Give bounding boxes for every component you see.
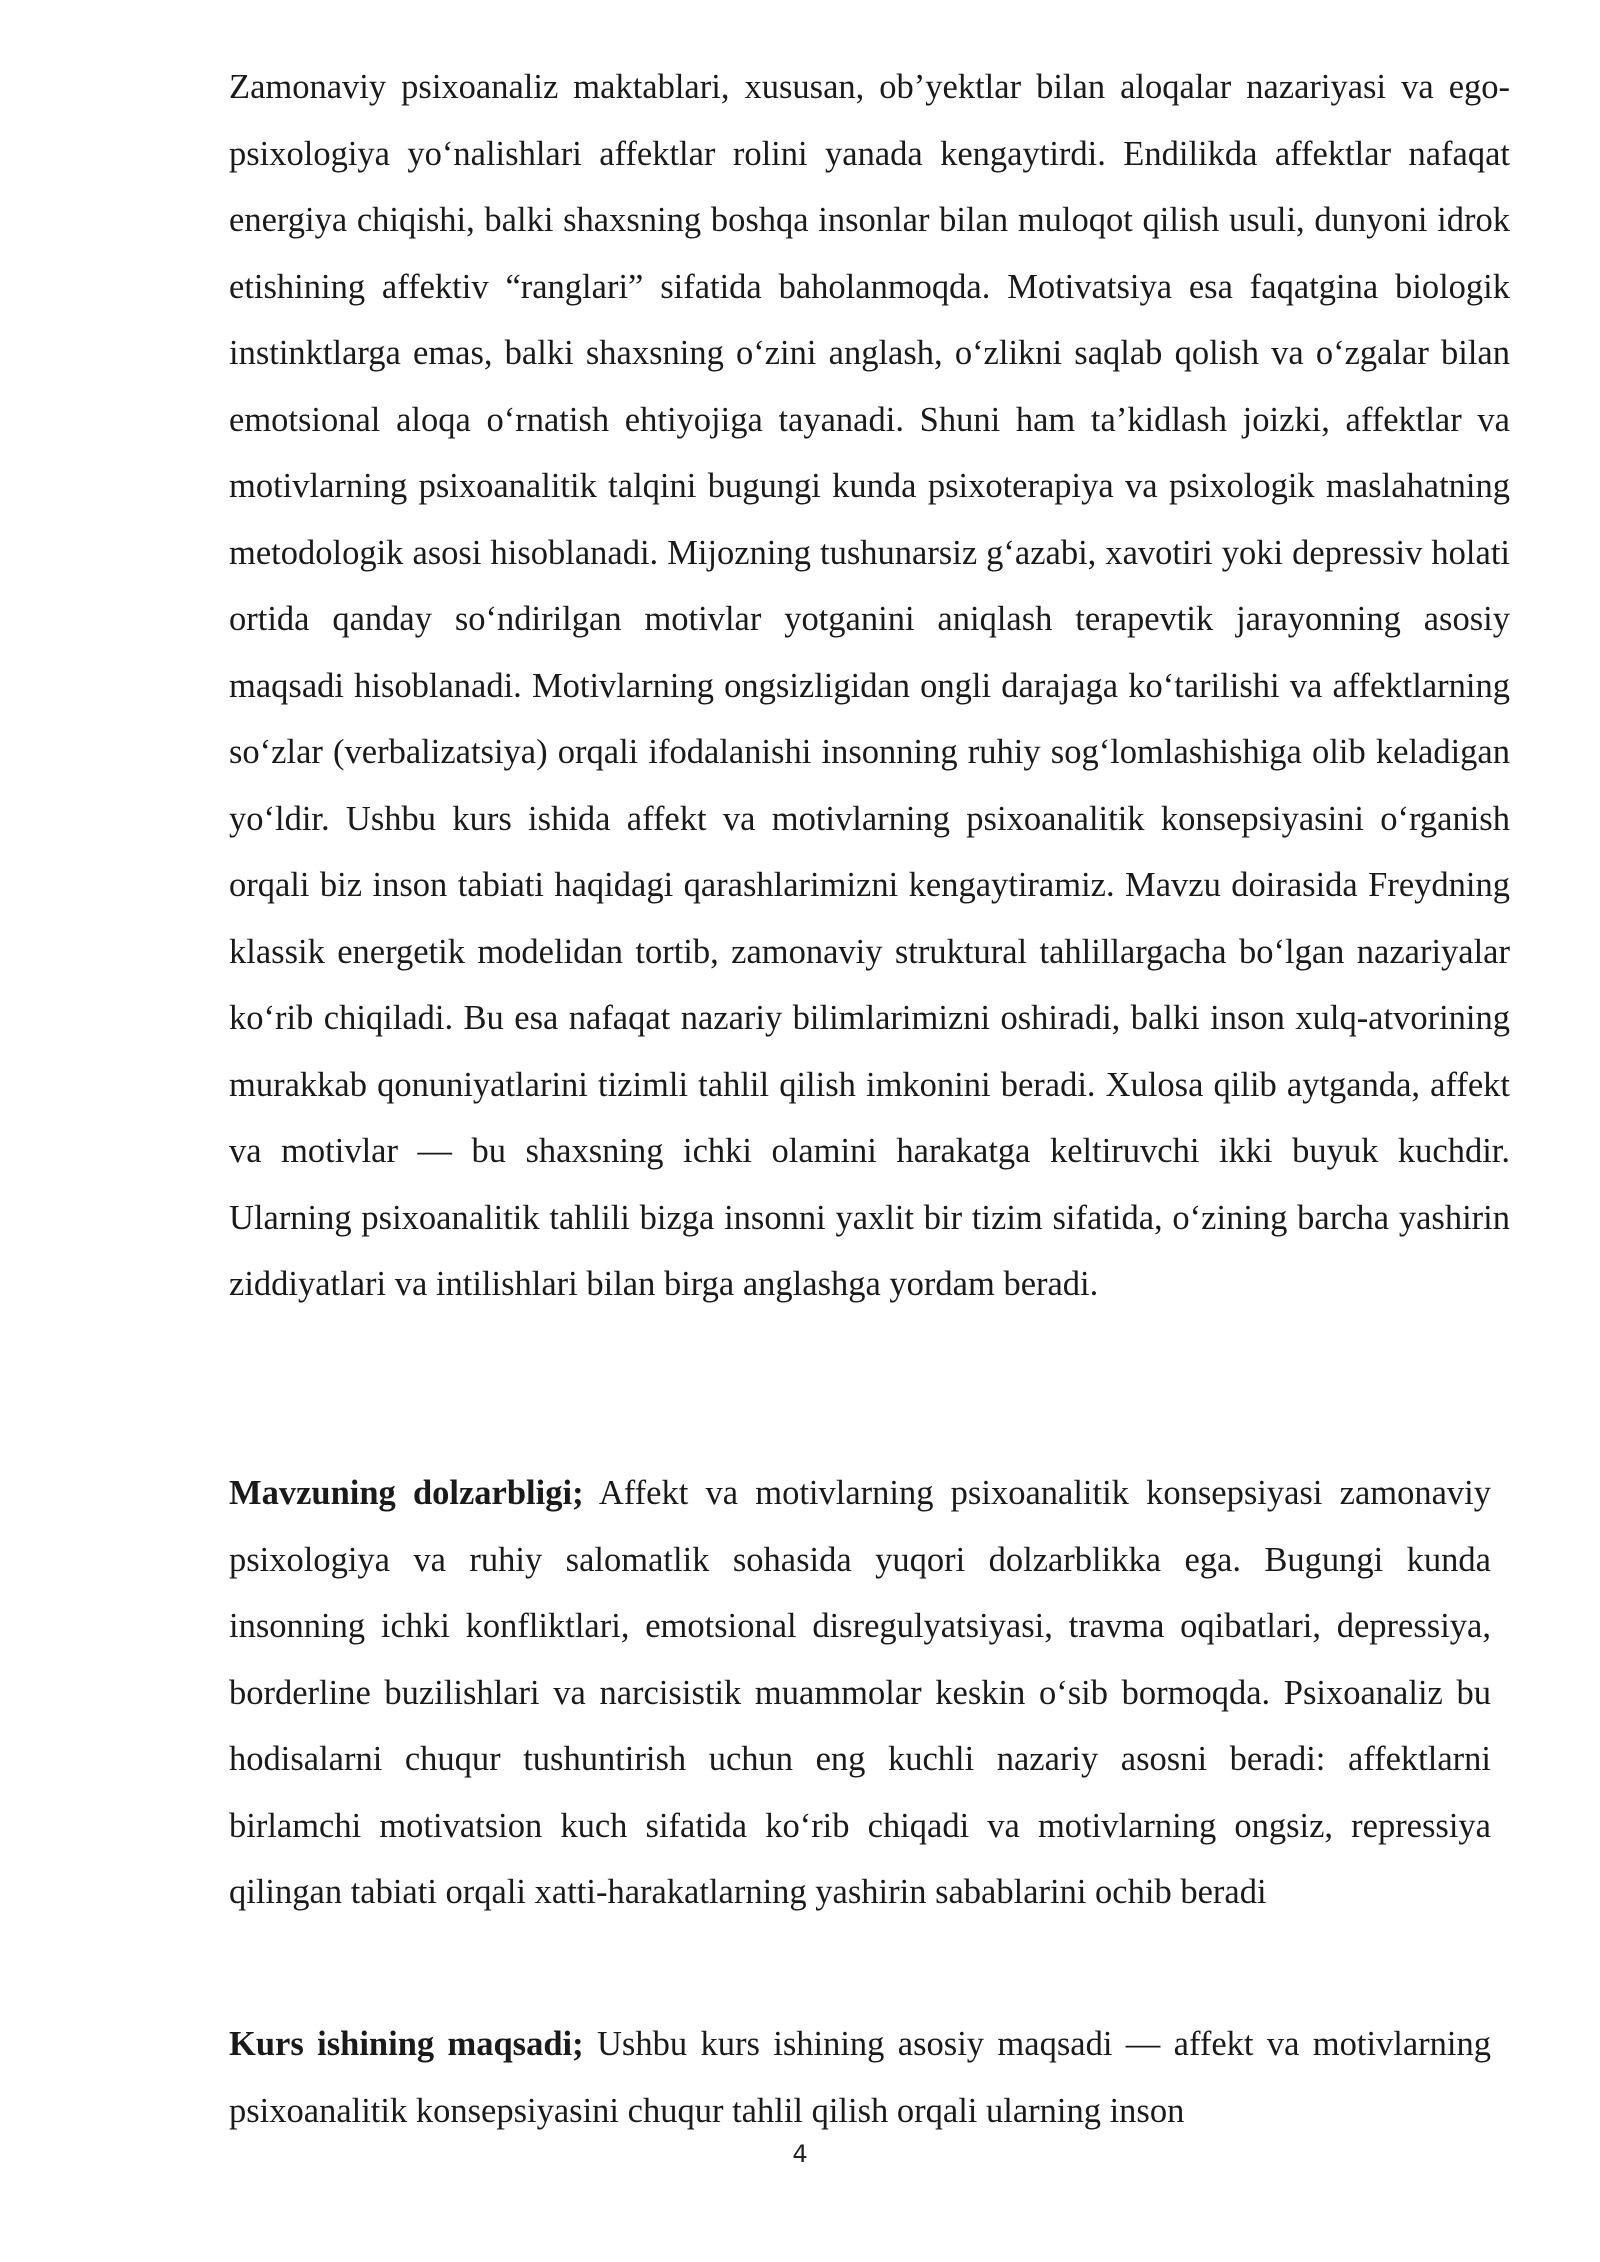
paragraph-text: Affekt va motivlarning psixoanalitik konsepsiyasi zamonaviy psixologiya va ruhiy salomatlik sohasida yuqori dolzarblikka ega. Bugungi kunda insonning ichki konfliktlari, emotsional disregulyatsiyasi, travma oqibatlari, depressiya, borderline buzilishlari va narcisistik muammolar keskin o‘sib bormoqda. Psixoanaliz bu hodisalarni chuqur tushuntirish uchun eng kuchli nazariy asosni beradi: affektlarni birlamchi motivatsion kuch sifatida ko‘rib chiqadi va motivlarning ongsiz, repressiya qilingan tabiati orqali xatti-harakatlarning yashirin sabablarini ochib beradi	[229, 1474, 1491, 1911]
paragraph-text: Ushbu kurs ishining asosiy maqsadi — affekt va motivlarning psixoanalitik konsepsiyasini chuqur tahlil qilish orqali ularning inson	[229, 2025, 1492, 2130]
body-paragraph	[229, 54, 1510, 1318]
goal-paragraph	[229, 2011, 1491, 2144]
goal-heading: Kurs ishining maqsadi;	[229, 2025, 584, 2063]
paragraph-text: Zamonaviy psixoanaliz maktablari, xususan, ob’yektlar bilan aloqalar nazariyasi va ego-psixologiya yo‘nalishlari affektlar rolini yanada kengaytirdi. Endilikda affektlar nafaqat energiya chiqishi, balki shaxsning boshqa insonlar bilan muloqot qilish usuli, dunyoni idrok etishining affektiv “ranglari” sifatida baholanmoqda. Motivatsiya esa faqatgina biologik instinktlarga emas, balki shaxsning o‘zini anglash, o‘zlikni saqlab qolish va o‘zgalar bilan emotsional aloqa o‘rnatish ehtiyojiga tayanadi. Shuni ham ta’kidlash joizki, affektlar va motivlarning psixoanalitik talqini bugungi kunda psixoterapiya va psixologik maslahatning metodologik asosi hisoblanadi. Mijozning tushunarsiz g‘azabi, xavotiri yoki depressiv holati ortida qanday so‘ndirilgan motivlar yotganini aniqlash terapevtik jarayonning asosiy maqsadi hisoblanadi. Motivlarning ongsizligidan ongli darajaga ko‘tarilishi va affektlarning so‘zlar (verbalizatsiya) orqali ifodalanishi insonning ruhiy sog‘lomlashishiga olib keladigan yo‘ldir. Ushbu kurs ishida affekt va motivlarning psixoanalitik konsepsiyasini o‘rganish orqali biz inson tabiati haqidagi qarashlarimizni kengaytiramiz. Mavzu doirasida Freydning klassik energetik modelidan tortib, zamonaviy struktural tahlillargacha bo‘lgan nazariyalar ko‘rib chiqiladi. Bu esa nafaqat nazariy bilimlarimizni oshiradi, balki inson xulq-atvorining murakkab qonuniyatlarini tizimli tahlil qilish imkonini beradi. Xulosa qilib aytganda, affekt va motivlar — bu shaxsning ichki olamini harakatga keltiruvchi ikki buyuk kuchdir. Ularning psixoanalitik tahlili bizga insonni yaxlit bir tizim sifatida, o‘zining barcha yashirin ziddiyatlari va intilishlari bilan birga anglashga yordam beradi.	[229, 68, 1510, 1303]
page-number: 4	[792, 2140, 808, 2168]
relevance-paragraph	[229, 1460, 1491, 1926]
relevance-heading: Mavzuning dolzarbligi;	[229, 1474, 584, 1512]
